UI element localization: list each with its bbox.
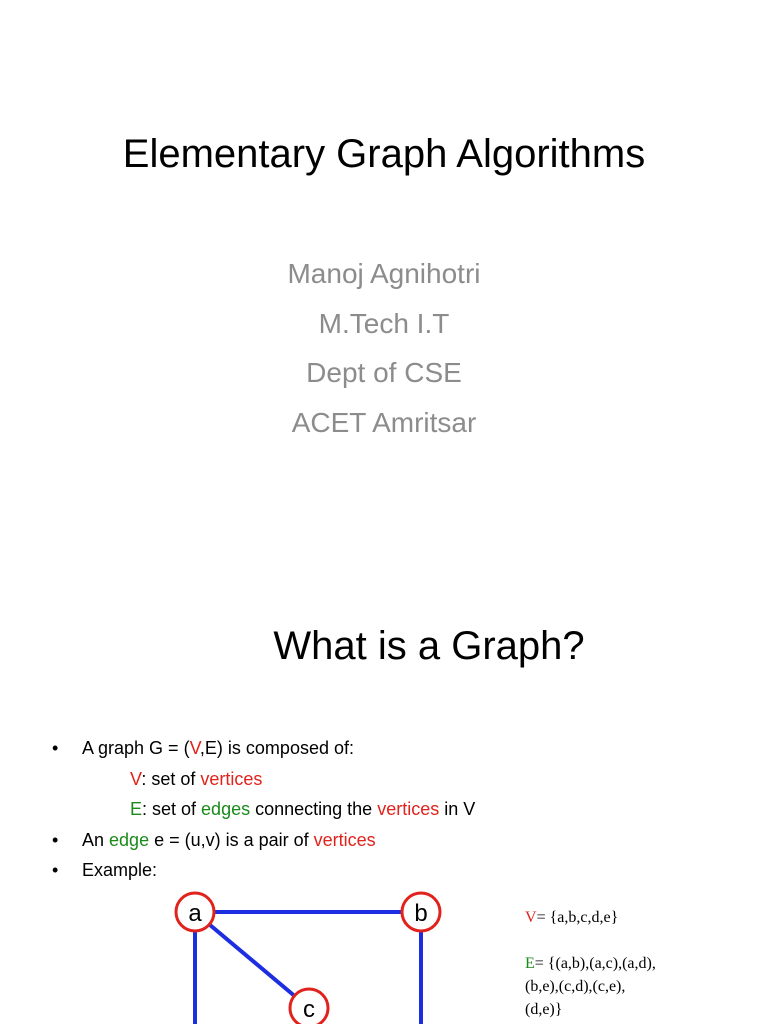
bullet-icon: • (52, 860, 59, 881)
node-a (176, 893, 214, 931)
author-dept: Dept of CSE (306, 357, 462, 388)
node-b (402, 893, 440, 931)
list-item: • Example: (52, 855, 475, 886)
edge-set-line: (b,e),(c,d),(c,e), (525, 978, 626, 995)
slide-title: What is a Graph? (273, 624, 585, 668)
graph-diagram (160, 880, 460, 1024)
vertex-set: V= {a,b,c,d,e} (525, 909, 619, 926)
author-institute: ACET Amritsar (291, 406, 477, 438)
graph-definition-slide (0, 560, 768, 1024)
edge-set-line: (d,e)} (525, 1001, 563, 1018)
node-c (290, 989, 328, 1024)
list-item: V: set of vertices (130, 768, 263, 789)
bullet-icon: • (52, 738, 59, 758)
edge-set: E= {(a,b),(a,c),(a,d), (525, 955, 656, 972)
author-degree: M.Tech I.T (318, 307, 450, 339)
node-label: b (414, 900, 428, 927)
author-name: Manoj Agnihotri (287, 258, 481, 289)
author-block (0, 254, 768, 452)
bullet-icon: • (52, 829, 59, 850)
node-label: a (188, 900, 202, 927)
list-item: • A graph G = (V,E) is composed of: (52, 733, 475, 764)
list-item: • An edge e = (u,v) is a pair of vertices (52, 825, 475, 856)
edge-a-c (210, 925, 297, 998)
node-label: c (303, 996, 315, 1023)
graph-sets (525, 906, 656, 1021)
list-item: E: set of edges connecting the vertices in V (130, 799, 476, 820)
slide-title: Elementary Graph Algorithms (122, 132, 646, 176)
bullet-list (52, 733, 475, 886)
